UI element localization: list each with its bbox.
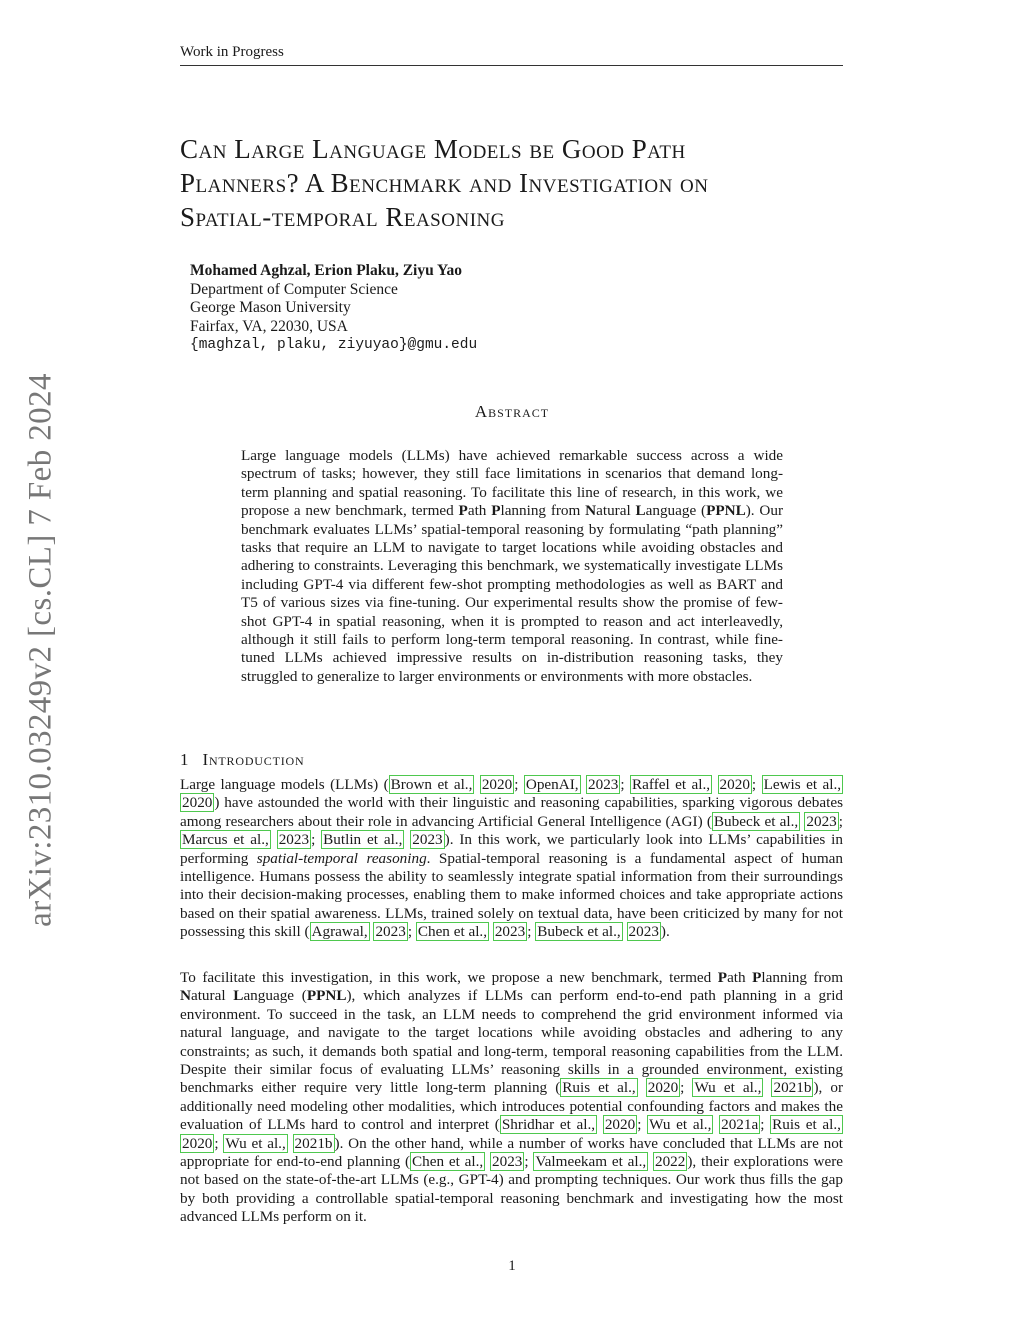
citation-link[interactable]: Raffel et al., <box>632 776 711 793</box>
citation-link[interactable]: 2023 <box>492 1153 523 1171</box>
author-address: Fairfax, VA, 22030, USA <box>190 317 348 335</box>
author-names: Mohamed Aghzal, Erion Plaku, Ziyu Yao <box>190 262 463 279</box>
section-number: 1 <box>180 750 189 769</box>
citation-link[interactable]: Marcus et al., <box>182 831 269 849</box>
running-header <box>180 44 843 66</box>
title-line-2: Planners? A Benchmark and Investigation on <box>180 168 709 198</box>
citation-link[interactable]: Wu et al., <box>694 1079 762 1097</box>
author-university: George Mason University <box>190 299 351 316</box>
citation-link[interactable]: Ruis et al., <box>772 1116 841 1134</box>
citation-link[interactable]: Ruis et al., <box>562 1079 636 1097</box>
citation-link[interactable]: 2022 <box>654 1153 686 1171</box>
intro-paragraph-1: Large language models (LLMs) ( Brown et al., 2020 ; OpenAI, 2023 ; Raffel et al., 2020 ; Lewis et al., 2020 ) have astounded the world with their linguistic and reasoning capabilities, sparking vigorous debates among researchers about their role in advancing Artificial General Intelligence (AGI) ( Bubeck et al., 2023 ; Marcus et al., 2023 ; Butlin et al., 2023 ). In this work, we particularly look into LLMs’ capabilities in performing spatial-temporal reasoning. Spatial-temporal reasoning is a fundamental aspect of human intelligence. Humans possess the ability to seamlessly integrate spatial information from their surroundings into their decision-making processes, enabling them to make informed choices and take appropriate actions based on their spatial awareness. LLMs, trained solely on textual data, have been criticized by many for not possessing this skill ( Agrawal, 2023 ; Chen et al., 2023 ; Bubeck et al., 2023 ). <box>180 776 844 941</box>
citation-link[interactable]: 2023 <box>278 831 310 849</box>
citation-link[interactable]: Chen et al., <box>412 1153 484 1171</box>
citation-link[interactable]: 2023 <box>806 812 837 830</box>
citation-link[interactable]: 2021a <box>721 1116 759 1134</box>
citation-link[interactable]: Wu et al., <box>225 1134 286 1152</box>
citation-link[interactable]: 2020 <box>182 1134 213 1152</box>
citation-link[interactable]: 2021b <box>773 1079 812 1097</box>
citation-link[interactable]: 2020 <box>719 776 750 793</box>
arxiv-stamp <box>6 370 76 930</box>
citation-link[interactable]: 2021b <box>294 1134 333 1152</box>
citation-link[interactable]: 2023 <box>588 776 619 793</box>
page-number: 1 <box>508 1258 516 1274</box>
arxiv-stamp-text: arXiv:2310.03249v2 [cs.CL] 7 Feb 2024 <box>22 373 59 927</box>
citation-link[interactable]: Bubeck et al., <box>713 812 799 830</box>
author-department: Department of Computer Science <box>190 280 398 298</box>
citation-link[interactable]: 2020 <box>182 794 213 812</box>
paper-title <box>180 132 844 234</box>
citation-link[interactable]: Valmeekam et al., <box>535 1153 647 1171</box>
author-block <box>190 262 477 355</box>
abstract-heading: Abstract <box>474 402 550 421</box>
citation-link[interactable]: 2020 <box>647 1079 679 1097</box>
title-line-3: Spatial-temporal Reasoning <box>180 202 505 232</box>
citation-link[interactable]: 2023 <box>628 923 659 941</box>
citation-link[interactable]: Shridhar et al., <box>501 1116 596 1134</box>
author-email: {maghzal, plaku, ziyuyao}@gmu.edu <box>190 337 478 353</box>
title-line-1: Can Large Language Models be Good Path <box>180 134 686 164</box>
citation-link[interactable]: Chen et al., <box>417 923 488 941</box>
citation-link[interactable]: Bubeck et al., <box>537 923 621 941</box>
citation-link[interactable]: 2020 <box>481 776 513 793</box>
citation-link[interactable]: 2023 <box>412 831 443 849</box>
citation-link[interactable]: 2023 <box>494 923 526 941</box>
citation-link[interactable]: Butlin et al., <box>323 831 403 849</box>
section-title: Introduction <box>202 750 305 769</box>
intro-paragraph-2: To facilitate this investigation, in this work, we propose a new benchmark, termed Path Planning from Natural Language (PPNL), which analyzes if LLMs can perform end-to-end path planning in a grid environment. To succeed in the task, an LLM needs to comprehend the grid environment informed via natural language, and navigate to the target locations while avoiding obstacles and adhering to any constraints; as such, it demands both spatial and long-term, temporal reasoning capabilities from the LLM. Despite their similar focus of evaluating LLMs’ reasoning skills in a grounded environment, existing benchmarks either require very little long-term planning ( Ruis et al., 2020 ; Wu et al., 2021b ), or additionally need modeling other modalities, which introduces potential confounding factors and makes the evaluation of LLMs hard to control and interpret ( Shridhar et al., 2020 ; Wu et al., 2021a ; Ruis et al., 2020 ; Wu et al., 2021b ). On the other hand, while a number of works have concluded that LLMs are not appropriate for end-to-end planning ( Chen et al., 2023 ; Valmeekam et al., 2022 ), their explorations were not based on the state-of-the-art LLMs (e.g., GPT-4) and prompting techniques. Our work thus fills the gap by both providing a controllable spatial-temporal reasoning benchmark and investigating how the most advanced LLMs perform on it. <box>180 969 844 1226</box>
citation-link[interactable]: Lewis et al., <box>763 776 842 793</box>
citation-link[interactable]: Brown et al., <box>390 776 473 793</box>
citation-link[interactable]: Agrawal, <box>311 923 368 941</box>
abstract-text: Large language models (LLMs) have achieved remarkable success across a wide spectrum of tasks; however, they still face limitations in scenarios that demand long-term planning and spatial reasoning. To facilitate this line of research, in this work, we propose a new benchmark, termed Path Planning from Natural Language (PPNL). Our benchmark evaluates LLMs’ spatial-temporal reasoning by formulating “path planning” tasks that require an LLM to navigate to target locations while avoiding obstacles and adhering to constraints. Leveraging this benchmark, we systematically investigate LLMs including GPT-4 via different few-shot prompting methodologies as well as BART and T5 of various sizes via fine-tuning. Our experimental results show the promise of few-shot GPT-4 in spatial reasoning, when it is prompted to reason and act interleavedly, although it still fails to perform long-term temporal reasoning. In contrast, while fine-tuned LLMs achieved impressive results on in-distribution reasoning tasks, they struggled to generalize to larger environments or environments with more obstacles. <box>241 447 784 685</box>
running-title: Work in Progress <box>180 44 284 60</box>
citation-link[interactable]: Wu et al., <box>649 1116 712 1134</box>
citation-link[interactable]: OpenAI, <box>525 776 579 793</box>
section-heading <box>180 750 304 770</box>
citation-link[interactable]: 2023 <box>375 923 406 941</box>
citation-link[interactable]: 2020 <box>604 1116 636 1134</box>
